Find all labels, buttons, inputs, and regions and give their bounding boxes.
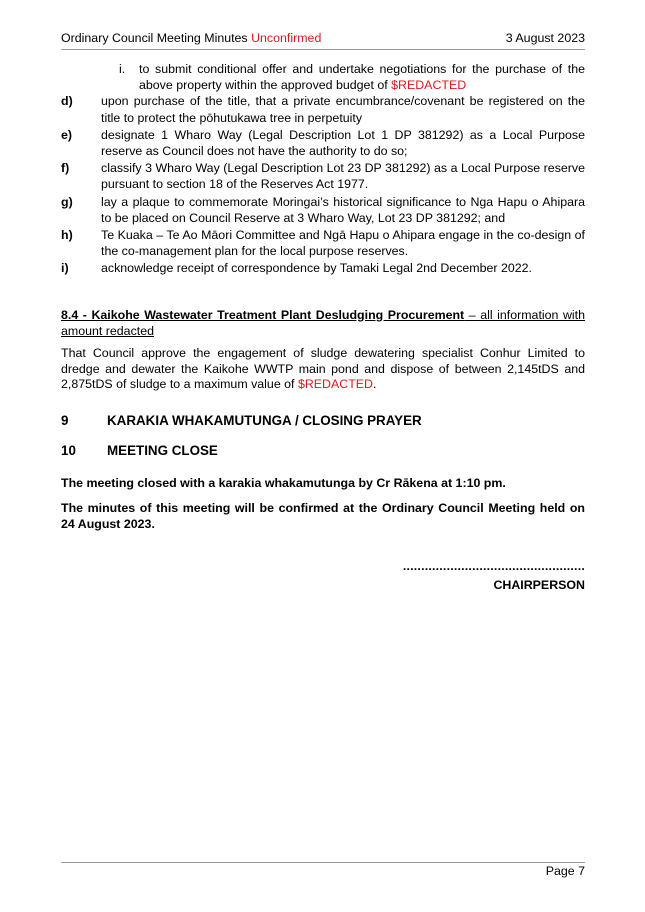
confirmation-statement: The minutes of this meeting will be confirmed at the Ordinary Council Meeting held on 24 August 2023. — [61, 500, 585, 531]
heading-number: 10 — [61, 442, 76, 458]
heading-number: 9 — [61, 412, 69, 428]
heading-9 — [61, 413, 585, 429]
resolution-item-f — [61, 160, 585, 192]
resolution-item-g — [61, 194, 585, 226]
heading-text: MEETING CLOSE — [107, 442, 218, 458]
resolution-item-d — [61, 93, 585, 125]
item-label: g) — [61, 194, 73, 209]
resolution-item-i — [61, 260, 585, 276]
section-8-4-title — [61, 307, 585, 339]
sub-item-text: to submit conditional offer and undertake negotiations for the purchase of the above property within the approved budget of — [139, 62, 585, 93]
section-title-note: – all information with amount redacted — [61, 307, 586, 338]
header-title: Ordinary Council Meeting Minutes — [61, 31, 248, 45]
page-content — [61, 61, 585, 593]
item-text: designate 1 Wharo Way (Legal Description Lot 1 DP 381292) as a Local Purpose reserve as Council does not have the authority to do so; — [101, 127, 585, 159]
resolution-item-e — [61, 127, 585, 159]
resolution-sub-item — [61, 61, 585, 93]
item-text: Te Kuaka – Te Ao Māori Committee and Ngā Hapu o Ahipara engage in the co-design of the co-management plan for the local purpose reserves. — [101, 228, 585, 259]
header-status: Unconfirmed — [251, 31, 322, 45]
item-text: acknowledge receipt of correspondence by Tamaki Legal 2nd December 2022. — [101, 261, 532, 276]
sub-item-number: i. — [119, 62, 126, 76]
item-label: d) — [61, 94, 73, 109]
page-number: Page 7 — [545, 864, 585, 878]
section-body-redacted: $REDACTED — [297, 377, 373, 392]
sub-item-redacted: $REDACTED — [391, 78, 467, 93]
heading-10 — [61, 443, 585, 459]
heading-text: KARAKIA WHAKAMUTUNGA / CLOSING PRAYER — [107, 412, 422, 428]
item-label: e) — [61, 127, 73, 142]
header-date: 3 August 2023 — [505, 31, 585, 45]
item-text: lay a plaque to commemorate Moringai’s historical significance to Nga Hapu o Ahipara to be placed on Council Reserve at 3 Wharo Way, Lot 23 DP 381292; and — [101, 194, 585, 225]
page-footer — [61, 862, 585, 878]
section-title-bold: 8.4 - Kaikohe Wastewater Treatment Plant Desludging Procurement — [61, 307, 465, 322]
page-header — [61, 31, 585, 50]
closing-statement: The meeting closed with a karakia whakamutunga by Cr Rākena at 1:10 pm. — [61, 475, 506, 490]
item-label: f) — [61, 161, 70, 176]
item-text: upon purchase of the title, that a private encumbrance/covenant be registered on the title to protect the pōhutukawa tree in perpetuity — [101, 94, 585, 125]
header-title-group — [61, 31, 321, 45]
section-8-4-body — [61, 346, 585, 393]
section-body-text: That Council approve the engagement of sludge dewatering specialist Conhur Limited to dredge and dewater the Kaikohe WWTP main pond and dispose of between 2,145tDS and 2,875tDS of sludge to a maximum value of — [61, 346, 585, 392]
resolution-item-h — [61, 227, 585, 259]
signature-role: CHAIRPERSON — [493, 577, 585, 592]
signature-line: .................................................. — [402, 558, 585, 573]
section-body-end: . — [372, 377, 377, 392]
item-text: classify 3 Wharo Way (Legal Description Lot 23 DP 381292) as a Local Purpose reserve pursuant to section 18 of the Reserves Act 1977. — [101, 161, 585, 192]
item-label: i) — [61, 261, 69, 276]
item-label: h) — [61, 228, 73, 243]
